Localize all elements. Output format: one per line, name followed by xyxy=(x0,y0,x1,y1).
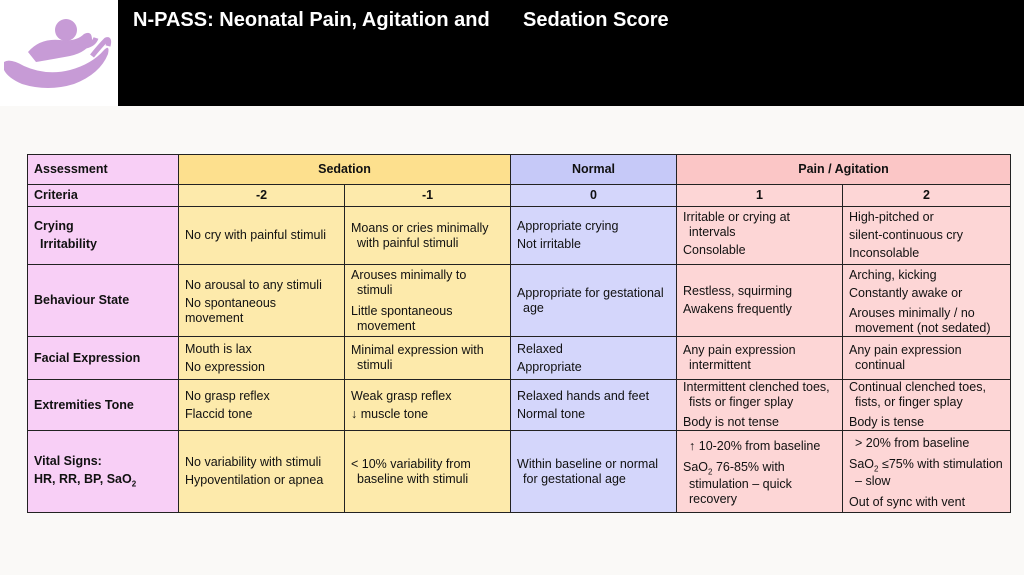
table-row xyxy=(28,207,1011,265)
score-description: ↑ 10-20% from baseline SaO$_2$ 76-85% with stimulation – quick recovery xyxy=(677,431,843,513)
score-description: Arouses minimally to stimuli Little spontaneous movement xyxy=(345,265,511,337)
table-row xyxy=(28,265,1011,337)
assessment-header: Assessment xyxy=(28,155,179,185)
score-cell: -1 xyxy=(345,185,511,207)
score-description: Intermittent clenched toes, fists or finger splay Body is not tense xyxy=(677,380,843,431)
score-cell: 0 xyxy=(511,185,677,207)
baby-in-hands-icon xyxy=(0,0,118,106)
npass-table xyxy=(27,154,1011,513)
score-description: High-pitched or silent-continuous cry Inconsolable xyxy=(843,207,1011,265)
page-title: N-PASS: Neonatal Pain, Agitation and Sedation Score xyxy=(133,9,669,31)
score-description: Any pain expression continual xyxy=(843,337,1011,380)
criteria-header: Criteria xyxy=(28,185,179,207)
criteria-cell: Vital Signs: HR, RR, BP, SaO$_2$ xyxy=(28,431,179,513)
score-description: Continual clenched toes, fists, or finger splay Body is tense xyxy=(843,380,1011,431)
criteria-cell: Crying Irritability xyxy=(28,207,179,265)
criteria-cell: Extremities Tone xyxy=(28,380,179,431)
score-description: Appropriate for gestational age xyxy=(511,265,677,337)
score-description: Appropriate crying Not irritable xyxy=(511,207,677,265)
score-cell: 1 xyxy=(677,185,843,207)
score-cell: 2 xyxy=(843,185,1011,207)
score-description: Any pain expression intermittent xyxy=(677,337,843,380)
score-description: Relaxed Appropriate xyxy=(511,337,677,380)
logo xyxy=(0,0,118,106)
table-row xyxy=(28,431,1011,513)
score-row xyxy=(28,185,1011,207)
table-row xyxy=(28,380,1011,431)
score-description: Within baseline or normal for gestational age xyxy=(511,431,677,513)
pain-header: Pain / Agitation xyxy=(677,155,1011,185)
table-row xyxy=(28,337,1011,380)
score-description: Restless, squirming Awakens frequently xyxy=(677,265,843,337)
score-cell: -2 xyxy=(179,185,345,207)
criteria-cell: Behaviour State xyxy=(28,265,179,337)
score-description: Weak grasp reflex ↓ muscle tone xyxy=(345,380,511,431)
score-description: No arousal to any stimuli No spontaneous movement xyxy=(179,265,345,337)
normal-header: Normal xyxy=(511,155,677,185)
score-description: Mouth is lax No expression xyxy=(179,337,345,380)
score-description: No variability with stimuli Hypoventilation or apnea xyxy=(179,431,345,513)
score-description: Relaxed hands and feet Normal tone xyxy=(511,380,677,431)
score-description: Irritable or crying at intervals Consolable xyxy=(677,207,843,265)
score-description: > 20% from baseline SaO$_2$ ≤75% with stimulation – slow Out of sync with vent xyxy=(843,431,1011,513)
score-description: No grasp reflex Flaccid tone xyxy=(179,380,345,431)
criteria-cell: Facial Expression xyxy=(28,337,179,380)
header-row xyxy=(28,155,1011,185)
score-description: Minimal expression with stimuli xyxy=(345,337,511,380)
score-description: No cry with painful stimuli xyxy=(179,207,345,265)
sedation-header: Sedation xyxy=(179,155,511,185)
score-description: < 10% variability from baseline with stimuli xyxy=(345,431,511,513)
score-description: Arching, kicking Constantly awake or Arouses minimally / no movement (not sedated) xyxy=(843,265,1011,337)
score-description: Moans or cries minimally with painful stimuli xyxy=(345,207,511,265)
